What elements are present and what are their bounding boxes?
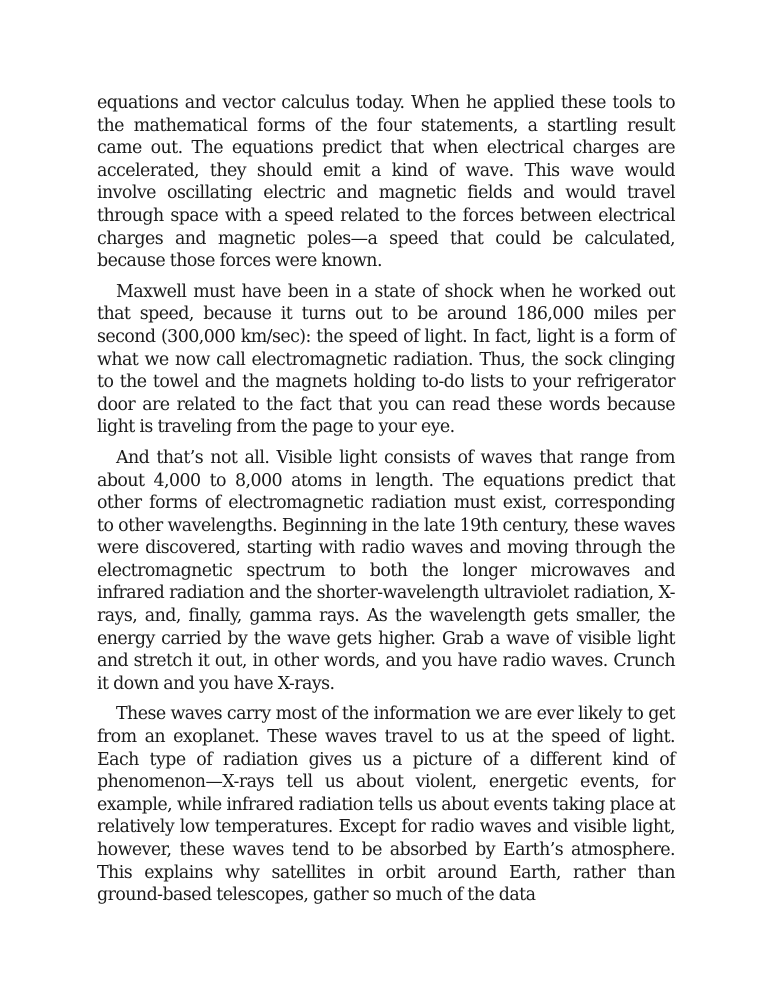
document-page <box>97 92 675 915</box>
paragraph-maxwell-speed: Maxwell must have been in a state of shock when he worked out that speed, because it turns out to be around 186,000 miles per second (300,000 km/sec): the speed of light. In fact, light is a form of what we now call electromagnetic radiation. Thus, the sock clinging to the towel and the magnets holding to-do lists to your refrigerator door are related to the fact that you can read these words because light is traveling from the page to your eye. <box>97 281 675 438</box>
paragraph-electromagnetic-spectrum: And that’s not all. Visible light consists of waves that range from about 4,000 to 8,000 atoms in length. The equations predict that other forms of electromagnetic radiation must exist, corresponding to other wavelengths. Beginning in the late 19th century, these waves were discovered, starting with radio waves and moving through the electromagnetic spectrum to both the longer microwaves and infrared radiation and the shorter-wavelength ultraviolet radiation, X-rays, and, finally, gamma rays. As the wavelength gets smaller, the energy carried by the wave gets higher. Grab a wave of visible light and stretch it out, in other words, and you have radio waves. Crunch it down and you have X-rays. <box>97 447 675 694</box>
paragraph-exoplanet-information: These waves carry most of the information we are ever likely to get from an exoplanet. These waves travel to us at the speed of light. Each type of radiation gives us a picture of a different kind of phenomenon—X-rays tell us about violent, energetic events, for example, while infrared radiation tells us about events taking place at relatively low temperatures. Except for radio waves and visible light, however, these waves tend to be absorbed by Earth’s atmosphere. This explains why satellites in orbit around Earth, rather than ground-based telescopes, gather so much of the data <box>97 704 675 906</box>
paragraph-continuation: equations and vector calculus today. When he applied these tools to the mathematical forms of the four statements, a startling result came out. The equations predict that when electrical charges are accelerated, they should emit a kind of wave. This wave would involve oscillating electric and magnetic fields and would travel through space with a speed related to the forces between electrical charges and magnetic poles—a speed that could be calculated, because those forces were known. <box>97 93 675 272</box>
